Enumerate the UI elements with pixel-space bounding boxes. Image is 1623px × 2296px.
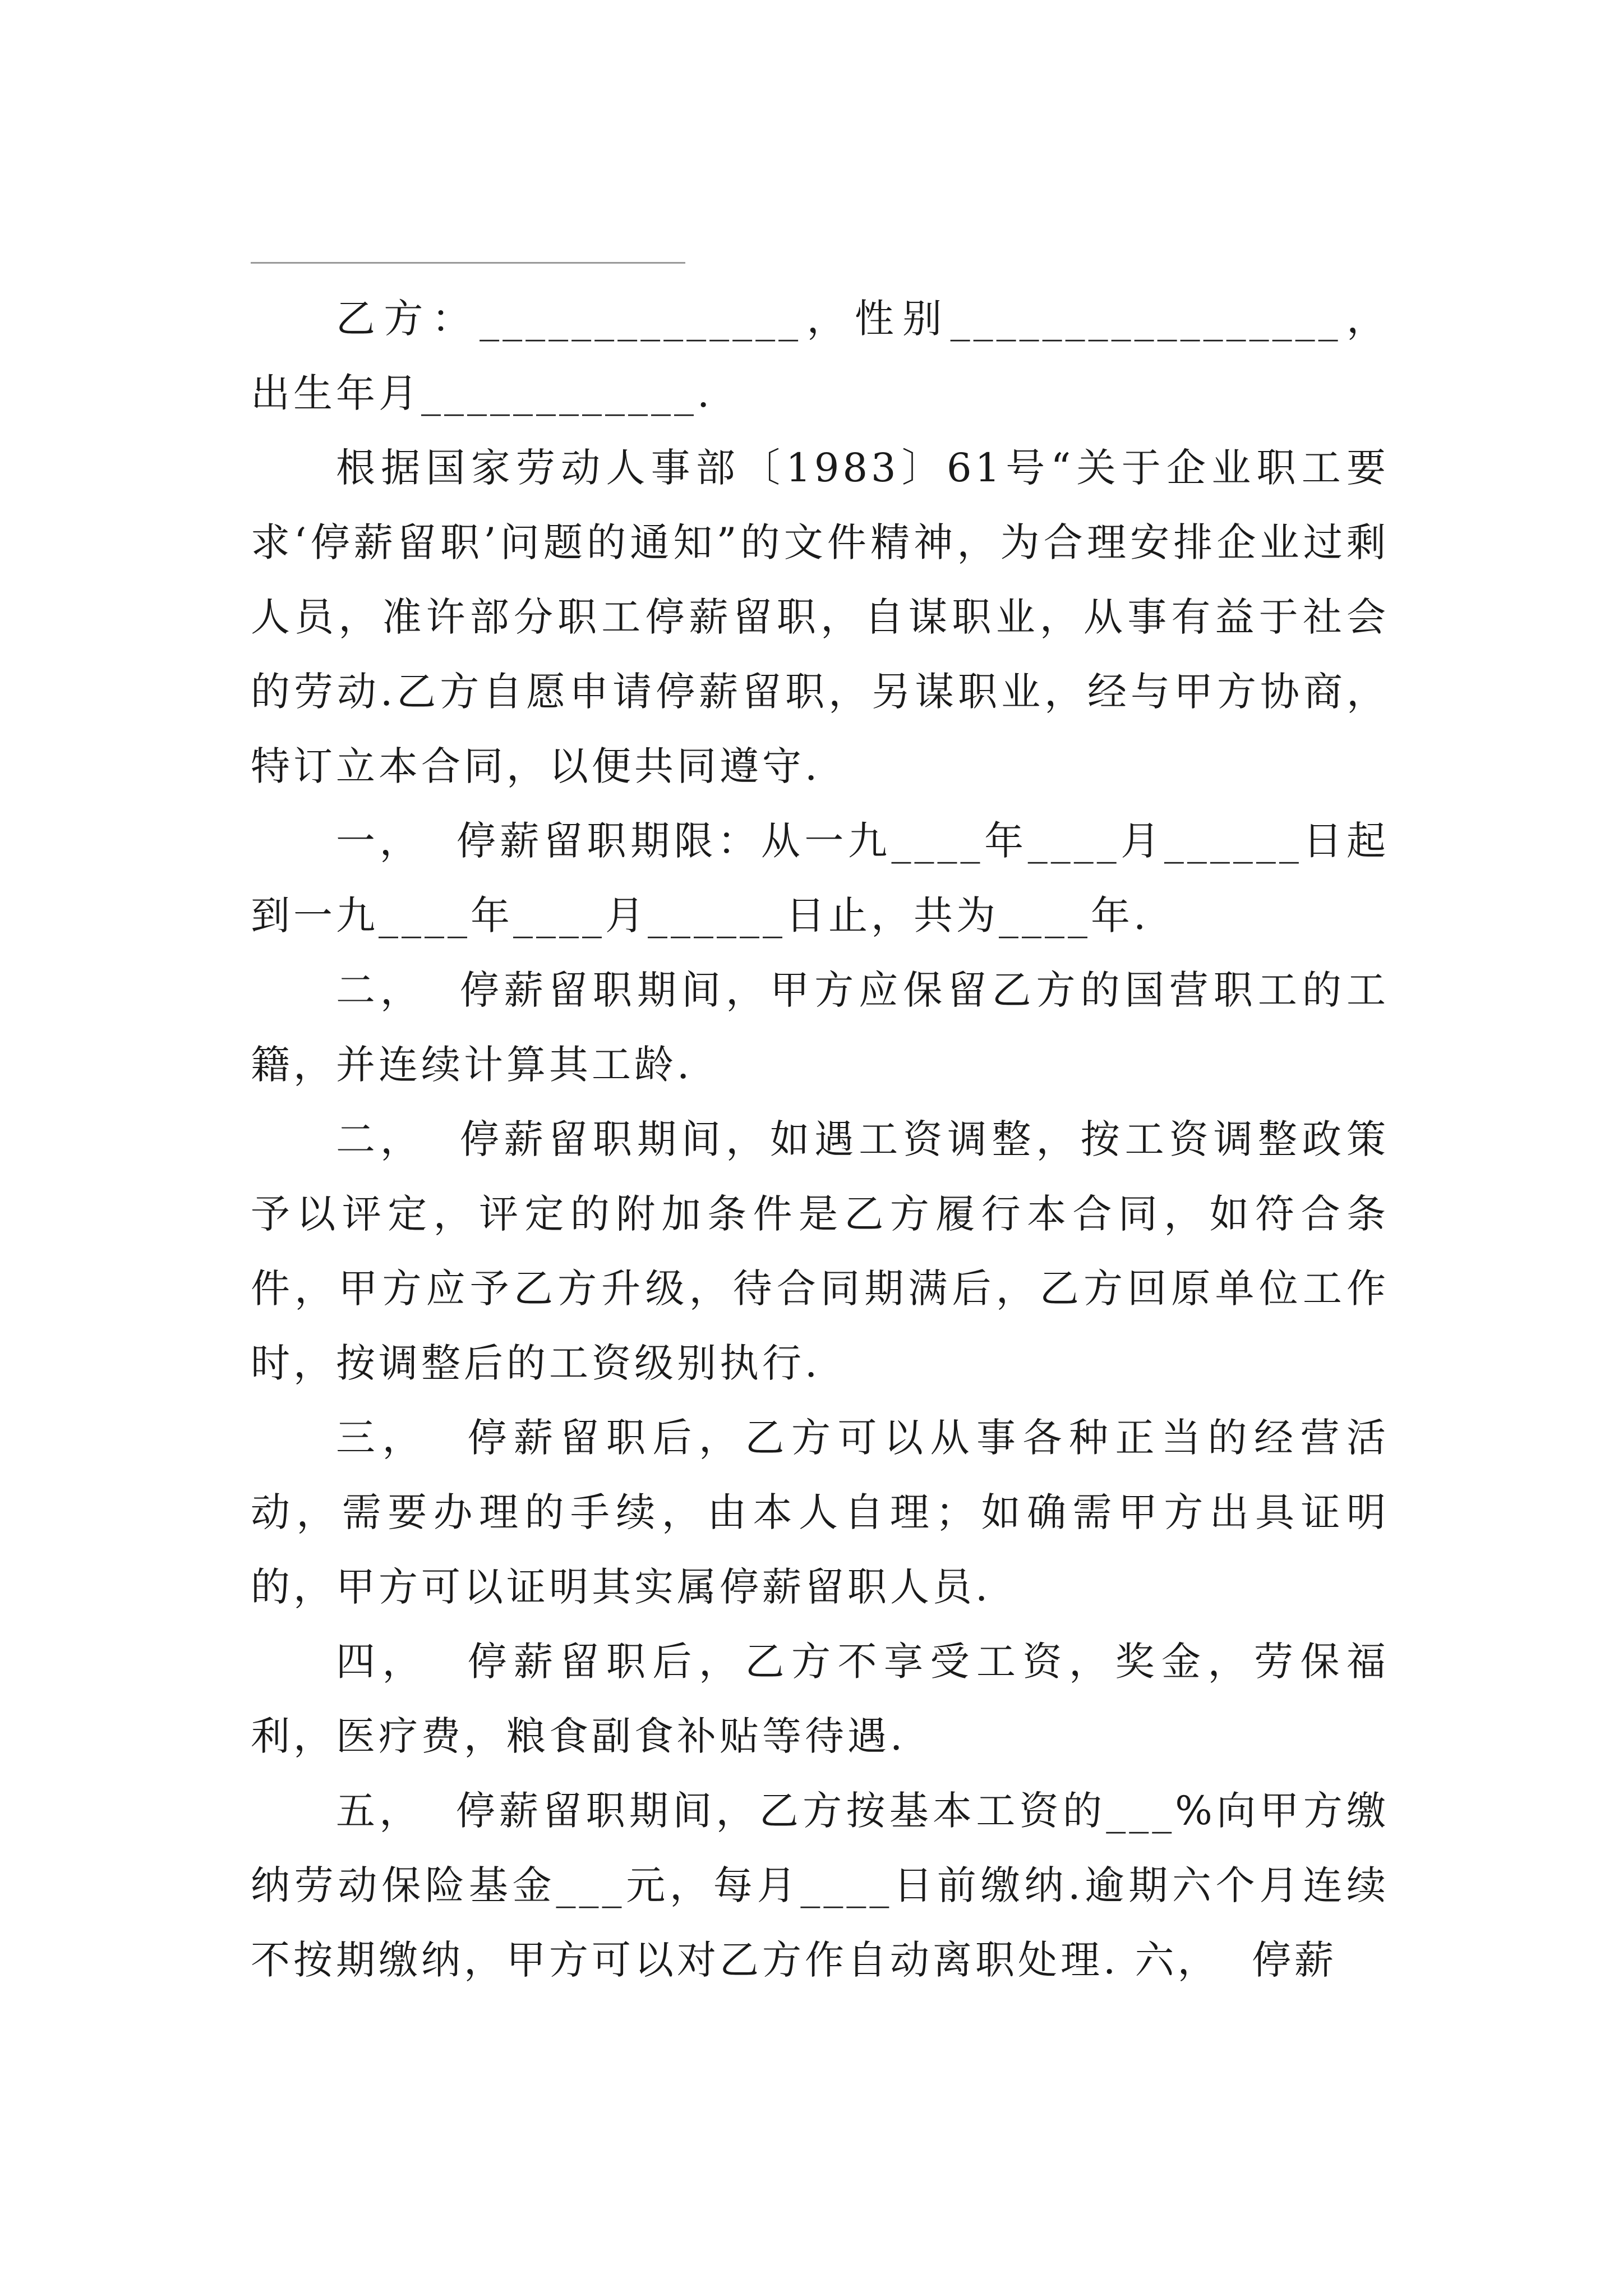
clause-2-paragraph: 二， 停薪留职期间，甲方应保留乙方的国营职工的工籍，并连续计算其工龄.: [251, 967, 1389, 1088]
header-rule: [251, 262, 685, 264]
clause-3-paragraph: 三， 停薪留职后，乙方可以从事各种正当的经营活动，需要办理的手续，由本人自理；如确需甲方出具证明的，甲方可以证明其实属停薪留职人员.: [251, 1415, 1389, 1610]
clause-5-paragraph: 五， 停薪留职期间，乙方按基本工资的___%向甲方缴纳劳动保险基金___元，每月____日前缴纳.逾期六个月连续不按期缴纳，甲方可以对乙方作自动离职处理. 六， 停薪: [251, 1788, 1389, 1983]
clause-2b-paragraph: 二， 停薪留职期间，如遇工资调整，按工资调整政策予以评定，评定的附加条件是乙方履行本合同，如符合条件，甲方应予乙方升级，待合同期满后，乙方回原单位工作时，按调整后的工资级别执行.: [251, 1116, 1389, 1386]
clause-1-paragraph: 一， 停薪留职期限：从一九____年____月______日起到一九____年____月______日止，共为____年.: [251, 818, 1389, 938]
preamble-paragraph: 根据国家劳动人事部〔1983〕61号“关于企业职工要求‘停薪留职’问题的通知”的文件精神，为合理安排企业过剩人员，准许部分职工停薪留职，自谋职业，从事有益于社会的劳动.乙方自愿申请停薪留职，另谋职业，经与甲方协商，特订立本合同，以便共同遵守.: [251, 445, 1389, 789]
party-b-info-paragraph: 乙方：______________，性别_________________，出生年月____________.: [251, 296, 1389, 416]
clause-4-paragraph: 四， 停薪留职后，乙方不享受工资，奖金，劳保福利，医疗费，粮食副食补贴等待遇.: [251, 1639, 1389, 1759]
contract-body: [251, 282, 1389, 1998]
